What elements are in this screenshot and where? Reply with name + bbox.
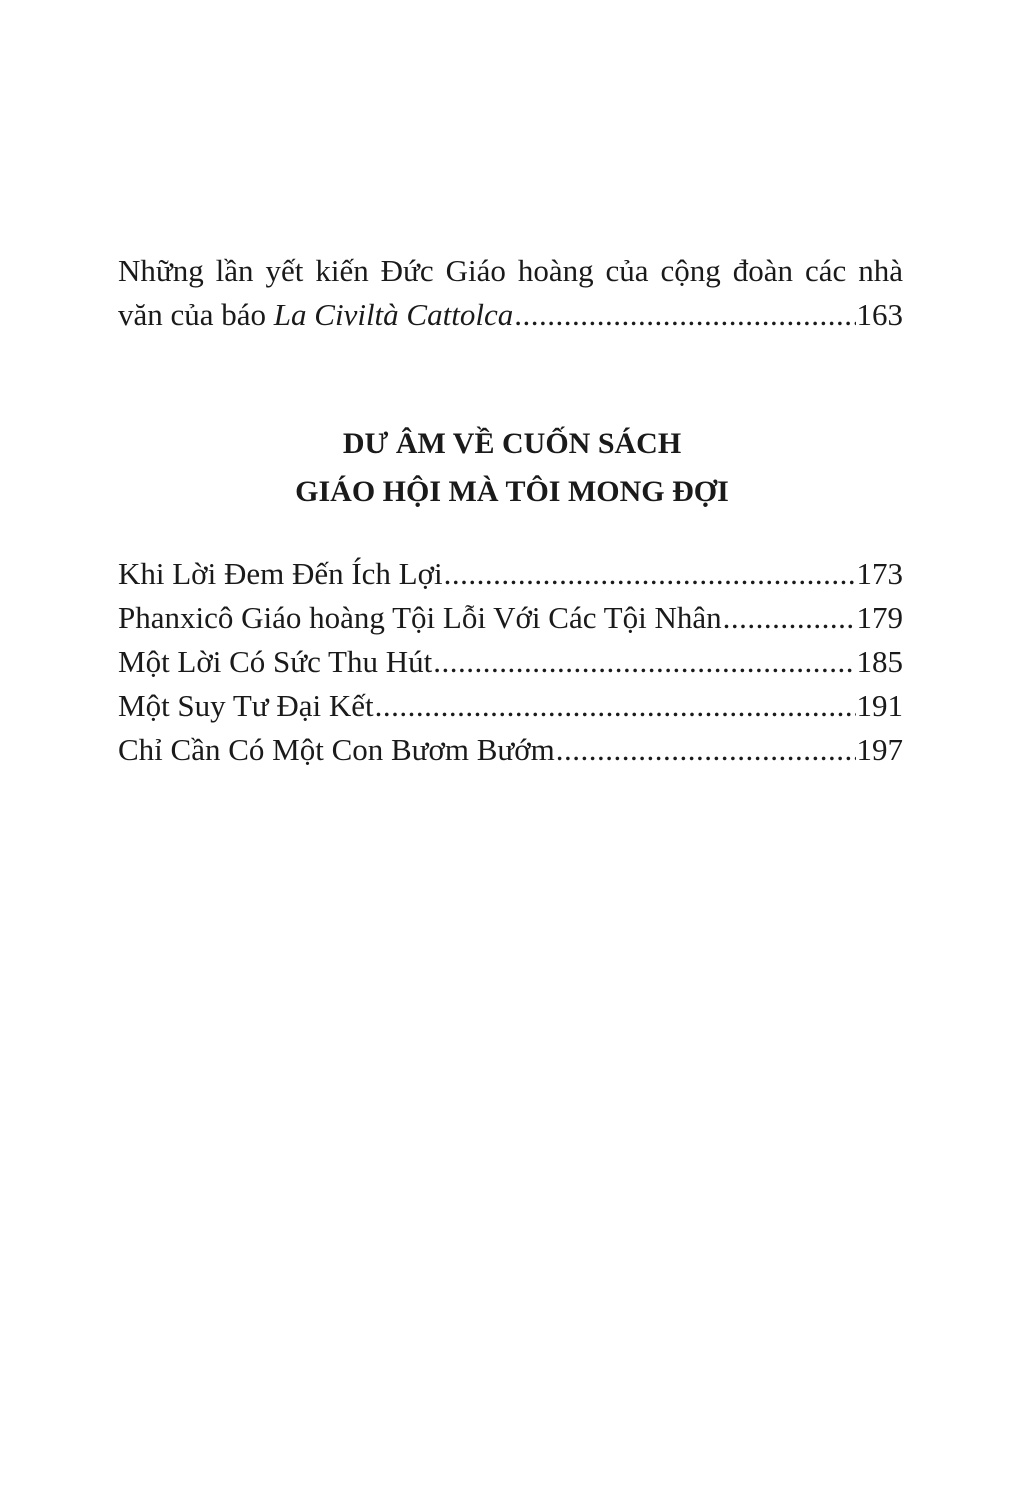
- toc-entry-title: Một Suy Tư Đại Kết: [118, 688, 374, 723]
- section-heading-line-2: GIÁO HỘI MÀ TÔI MONG ĐỢI: [295, 475, 729, 508]
- toc-entry-row[interactable]: [118, 596, 903, 640]
- dot-leader: [514, 293, 855, 337]
- toc-entry-title: Phanxicô Giáo hoàng Tội Lỗi Với Các Tội Nhân: [118, 600, 722, 635]
- toc-page-number: 185: [856, 644, 903, 679]
- toc-list: [118, 552, 903, 772]
- toc-entry-title: Chỉ Cần Có Một Con Bươm Bướm: [118, 732, 555, 767]
- toc-entry-row[interactable]: [118, 293, 903, 337]
- section-heading-line-1: DƯ ÂM VỀ CUỐN SÁCH: [342, 427, 682, 460]
- toc-entry-title-prefix: văn của báo: [118, 297, 274, 332]
- toc-entry-title: Một Lời Có Sức Thu Hút: [118, 644, 433, 679]
- toc-page-number: 197: [856, 732, 903, 767]
- dot-leader: [723, 596, 856, 640]
- dot-leader: [444, 552, 856, 596]
- toc-entry-title-line-1: Những lần yết kiến Đức Giáo hoàng của cộng đoàn các nhà: [118, 253, 903, 288]
- dot-leader: [433, 640, 855, 684]
- toc-entry-row[interactable]: [118, 640, 903, 684]
- toc-page-number: 191: [856, 688, 903, 723]
- toc-entry-row[interactable]: [118, 728, 903, 772]
- section-heading: [0, 420, 1024, 516]
- toc-page-number: 179: [856, 600, 903, 635]
- toc-page-number: 173: [856, 556, 903, 591]
- toc-entry-title: Khi Lời Đem Đến Ích Lợi: [118, 556, 443, 591]
- dot-leader: [556, 728, 856, 772]
- toc-entry-title-line-2: [118, 293, 513, 337]
- toc-entry-row[interactable]: [118, 552, 903, 596]
- toc-entry-title-italic: La Civiltà Cattolca: [273, 297, 514, 332]
- toc-entry-row[interactable]: [118, 684, 903, 728]
- toc-page-number: 163: [856, 297, 903, 332]
- toc-intro-entry: [118, 249, 903, 337]
- dot-leader: [375, 684, 856, 728]
